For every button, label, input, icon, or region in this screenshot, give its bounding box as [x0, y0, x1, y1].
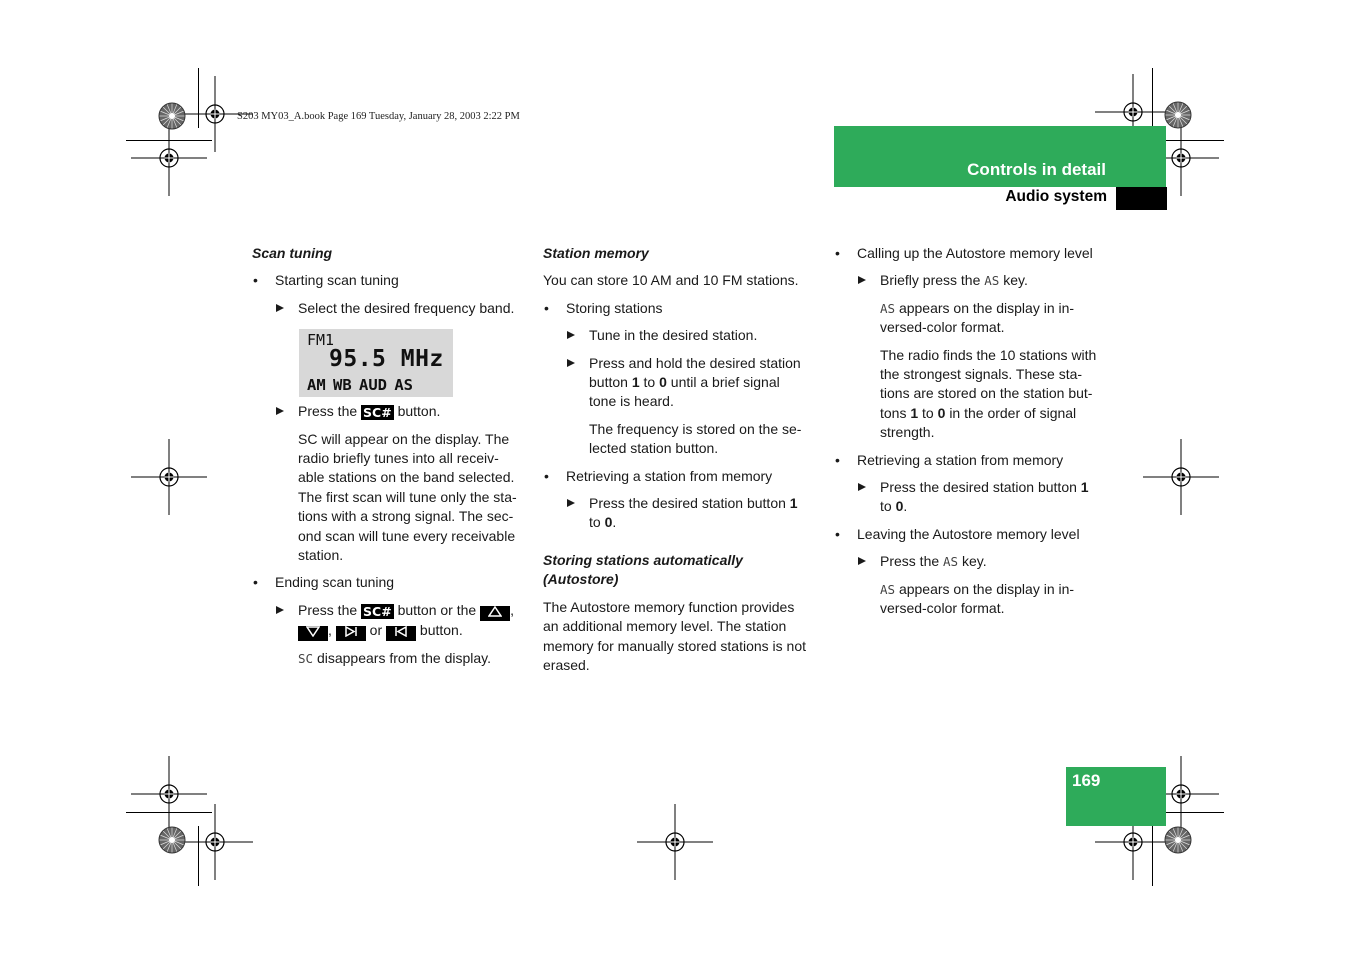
skip-forward-key-icon [336, 626, 366, 641]
down-arrow-key-icon [298, 626, 328, 641]
arrow-bullet-icon [858, 483, 866, 491]
step-end-scan: Press the SC# button or the , , or button. [252, 601, 532, 641]
bullet-leaving-autostore: • Leaving the Autostore memory level [834, 525, 1119, 544]
subsection-title: Audio system [1005, 188, 1107, 205]
section-header [834, 126, 1166, 187]
bullet-storing-stations: • Storing stations [543, 299, 828, 318]
registration-mark-icon [131, 120, 207, 196]
display-frequency: 95.5 MHz [329, 346, 444, 372]
note-as-inverted: AS appears on the display in in- versed-color format. [880, 299, 1075, 336]
book-info: S203 MY03_A.book Page 169 Tuesday, January 28, 2003 2:22 PM [237, 111, 520, 122]
note-sc-disappears: SC disappears from the display. [298, 649, 492, 666]
arrow-bullet-icon [567, 359, 575, 367]
arrow-bullet-icon [276, 304, 284, 312]
heading-scan-tuning: Scan tuning [252, 245, 333, 261]
note-frequency-stored: The frequency is stored on the se- lected station button. [589, 420, 802, 457]
heading-station-memory: Station memory [543, 245, 649, 261]
step-press-sc: Press the SC# button. [252, 402, 532, 421]
arrow-bullet-icon [276, 407, 284, 415]
autostore-description: The Autostore memory function provides an additional memory level. The station memory for manually stored stations is not erased. [543, 598, 806, 673]
registration-mark-icon [131, 756, 207, 832]
step-press-station: Press the desired station button 1 to 0. [543, 494, 828, 533]
note-as-inverted-leave: AS appears on the display in in- versed-color format. [880, 580, 1075, 617]
page-number-box [1066, 767, 1166, 826]
display-band: FM1 [307, 331, 335, 349]
note-sc-display: SC will appear on the display. The radio briefly tunes into all receiv- able stations on the band selected. The first scan will tune only the sta- tions with a strong signal. The sec- ond scan will tune every receivable station. [298, 430, 517, 564]
up-arrow-key-icon [480, 606, 510, 621]
registration-mark-icon [177, 804, 253, 880]
color-wheel-icon [1165, 102, 1191, 128]
arrow-bullet-icon [858, 557, 866, 565]
column-autostore [834, 244, 1119, 627]
intro-store: You can store 10 AM and 10 FM stations. [543, 272, 799, 289]
registration-mark-icon [637, 804, 713, 880]
radio-display [299, 329, 453, 397]
step-press-station-autostore: Press the desired station button 1 to 0. [834, 478, 1119, 517]
skip-back-key-icon [386, 626, 416, 641]
note-radio-finds: The radio finds the 10 stations with the strongest signals. These sta- tions are stored on the station but- tons 1 to 0 in the order of signal strength. [880, 346, 1097, 441]
sc-key-icon: SC# [363, 405, 392, 421]
column-scan-tuning [252, 244, 532, 676]
step-press-hold: Press and hold the desired station button 1 to 0 until a brief signal tone is heard. [543, 354, 828, 412]
heading-autostore: Storing stations automatically (Autostore) [543, 551, 743, 588]
bullet-retrieving-autostore: • Retrieving a station from memory [834, 451, 1119, 470]
registration-mark-icon [131, 439, 207, 515]
section-title: Controls in detail [967, 160, 1106, 179]
bullet-retrieving: • Retrieving a station from memory [543, 467, 828, 486]
display-modes: AM WB AUD AS [307, 376, 413, 394]
column-station-memory [543, 244, 828, 675]
step-press-as: Briefly press the AS key. [834, 271, 1119, 290]
bullet-starting-scan: • Starting scan tuning [252, 271, 532, 290]
section-tab [1116, 187, 1167, 210]
bullet-calling-autostore: • Calling up the Autostore memory level [834, 244, 1119, 263]
arrow-bullet-icon [567, 331, 575, 339]
page-number: 169 [1072, 771, 1101, 790]
step-press-as-leave: Press the AS key. [834, 552, 1119, 571]
color-wheel-icon [159, 103, 185, 129]
registration-mark-icon [1143, 439, 1219, 515]
color-wheel-icon [1165, 827, 1191, 853]
bullet-ending-scan: • Ending scan tuning [252, 573, 532, 592]
arrow-bullet-icon [858, 276, 866, 284]
arrow-bullet-icon [567, 499, 575, 507]
sc-key-icon: SC# [363, 603, 392, 619]
arrow-bullet-icon [276, 606, 284, 614]
step-tune-station: Tune in the desired station. [543, 326, 828, 345]
color-wheel-icon [159, 827, 185, 853]
step-select-band: Select the desired frequency band. [252, 299, 532, 318]
